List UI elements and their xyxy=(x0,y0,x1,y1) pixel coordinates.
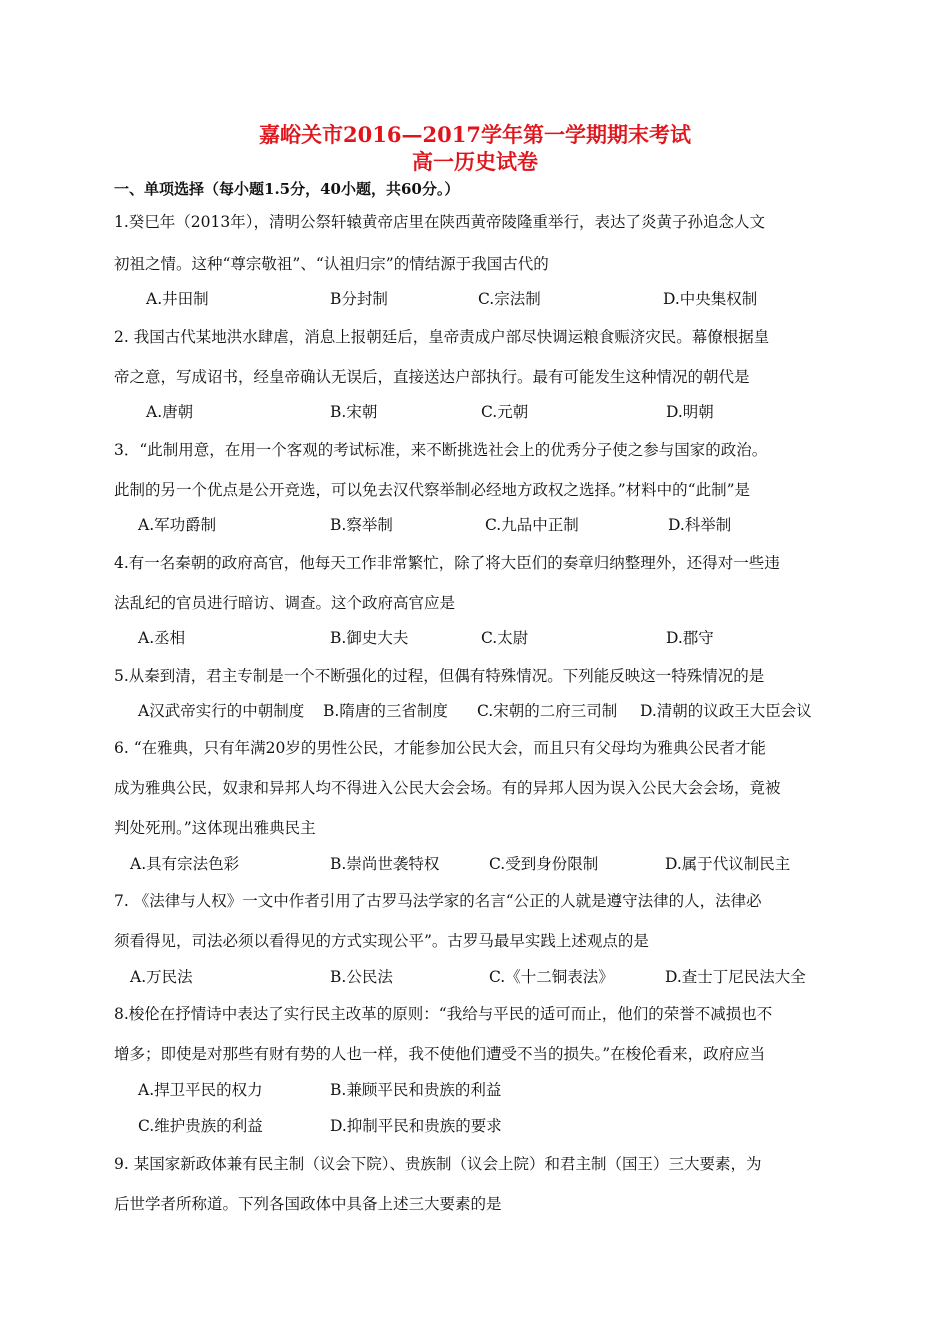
question-5-option-d: D.清朝的议政王大臣会议 xyxy=(640,702,812,720)
question-4-line-2: 法乱纪的官员进行暗访、调查。这个政府高官应是 xyxy=(114,594,456,612)
question-1-option-d: D.中央集权制 xyxy=(663,290,758,308)
question-1-line-1: 1.癸巳年（2013年），清明公祭轩辕黄帝店里在陕西黄帝陵隆重举行，表达了炎黄子孙追念人文 xyxy=(114,213,765,231)
question-8-line-1: 8.梭伦在抒情诗中表达了实行民主改革的原则：“我给与平民的适可而止，他们的荣誉不减损也不 xyxy=(114,1005,773,1023)
question-1-option-b: B分封制 xyxy=(330,290,388,308)
question-7-option-a: A.万民法 xyxy=(130,968,193,986)
question-6-line-3: 判处死刑。”这体现出雅典民主 xyxy=(114,819,316,837)
question-6-option-d: D.属于代议制民主 xyxy=(665,855,791,873)
question-9-line-2: 后世学者所称道。下列各国政体中具备上述三大要素的是 xyxy=(114,1195,502,1213)
question-6-option-b: B.崇尚世袭特权 xyxy=(330,855,440,873)
question-2-line-1: 2. 我国古代某地洪水肆虐，消息上报朝廷后，皇帝责成户部尽快调运粮食赈济灾民。幕僚根据皇 xyxy=(114,328,770,346)
question-6-option-c: C.受到身份限制 xyxy=(489,855,599,873)
question-4-option-c: C.太尉 xyxy=(481,629,529,647)
question-4-line-1: 4.有一名秦朝的政府高官，他每天工作非常繁忙，除了将大臣们的奏章归纳整理外，还得对一些违 xyxy=(114,554,780,572)
question-5-option-c: C.宋朝的二府三司制 xyxy=(477,702,618,720)
section-heading: 一、单项选择（每小题1.5分，40小题，共60分。） xyxy=(114,180,460,198)
question-7-option-b: B.公民法 xyxy=(330,968,393,986)
question-2-option-c: C.元朝 xyxy=(481,403,529,421)
question-3-line-1: 3．“此制用意，在用一个客观的考试标准，来不断挑选社会上的优秀分子使之参与国家的政治。 xyxy=(114,441,768,459)
question-8-option-b: B.兼顾平民和贵族的利益 xyxy=(330,1081,502,1099)
question-6-option-a: A.具有宗法色彩 xyxy=(130,855,240,873)
question-1-option-a: A.井田制 xyxy=(146,290,209,308)
question-7-option-d: D.查士丁尼民法大全 xyxy=(665,968,806,986)
question-2-option-d: D.明朝 xyxy=(666,403,714,421)
question-4-option-b: B.御史大夫 xyxy=(330,629,409,647)
question-2-line-2: 帝之意，写成诏书，经皇帝确认无误后，直接送达户部执行。最有可能发生这种情况的朝代是 xyxy=(114,368,750,386)
question-3-option-a: A.军功爵制 xyxy=(138,516,217,534)
question-8-option-d: D.抑制平民和贵族的要求 xyxy=(330,1117,502,1135)
question-3-option-b: B.察举制 xyxy=(330,516,393,534)
question-2-option-a: A.唐朝 xyxy=(146,403,194,421)
question-2-option-b: B.宋朝 xyxy=(330,403,378,421)
exam-subtitle: 高一历史试卷 xyxy=(412,149,538,174)
question-7-option-c: C.《十二铜表法》 xyxy=(489,968,614,986)
question-5-option-a: A汉武帝实行的中朝制度 xyxy=(138,702,305,720)
question-4-option-d: D.郡守 xyxy=(666,629,714,647)
question-5-line-1: 5.从秦到清，君主专制是一个不断强化的过程，但偶有特殊情况。下列能反映这一特殊情况的是 xyxy=(114,667,765,685)
question-8-line-2: 增多；即使是对那些有财有势的人也一样，我不使他们遭受不当的损失。”在梭伦看来，政府应当 xyxy=(114,1045,766,1063)
question-3-option-d: D.科举制 xyxy=(668,516,732,534)
question-9-line-1: 9. 某国家新政体兼有民主制（议会下院）、贵族制（议会上院）和君主制（国王）三大要素，为 xyxy=(114,1155,762,1173)
question-7-line-2: 须看得见，司法必须以看得见的方式实现公平”。古罗马最早实践上述观点的是 xyxy=(114,932,649,950)
question-6-line-2: 成为雅典公民，奴隶和异邦人均不得进入公民大会会场。有的异邦人因为误入公民大会会场，竟被 xyxy=(114,779,781,797)
question-1-option-c: C.宗法制 xyxy=(478,290,541,308)
question-7-line-1: 7. 《法律与人权》一文中作者引用了古罗马法学家的名言“公正的人就是遵守法律的人，法律必 xyxy=(114,892,762,910)
question-4-option-a: A.丞相 xyxy=(138,629,186,647)
question-3-line-2: 此制的另一个优点是公开竞选，可以免去汉代察举制必经地方政权之选择。”材料中的“此制”是 xyxy=(114,481,751,499)
question-5-option-b: B.隋唐的三省制度 xyxy=(323,702,448,720)
question-8-option-c: C.维护贵族的利益 xyxy=(138,1117,263,1135)
question-3-option-c: C.九品中正制 xyxy=(485,516,579,534)
question-1-line-2: 初祖之情。这种“尊宗敬祖”、“认祖归宗”的情结源于我国古代的 xyxy=(114,255,549,273)
question-8-option-a: A.捍卫平民的权力 xyxy=(138,1081,263,1099)
question-6-line-1: 6. “在雅典，只有年满20岁的男性公民，才能参加公民大会，而且只有父母均为雅典公民者才能 xyxy=(114,739,766,757)
exam-title: 嘉峪关市2016—2017学年第一学期期末考试 xyxy=(259,122,691,147)
